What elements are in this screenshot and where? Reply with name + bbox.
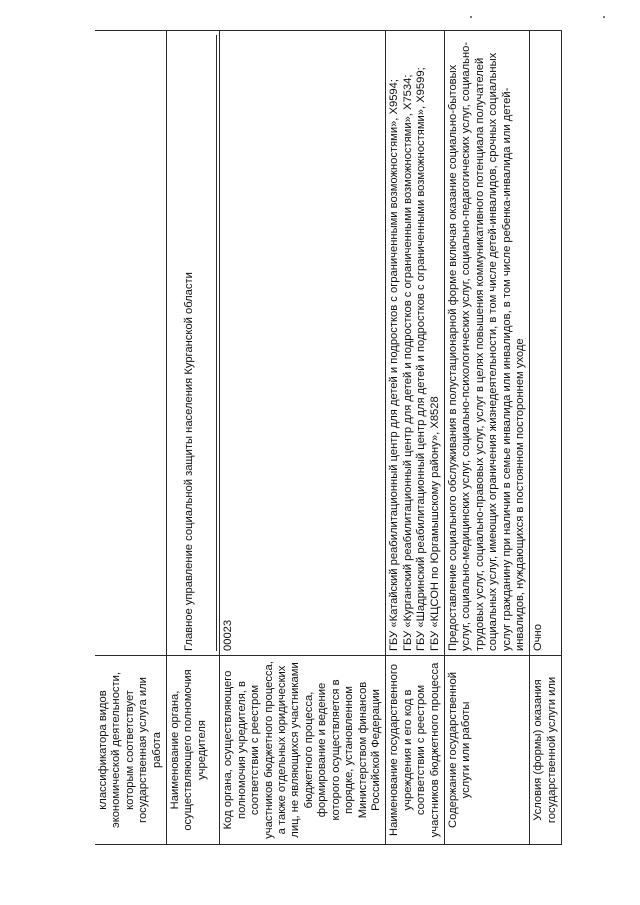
founder-name-value: Главное управление социальной защиты населения Курганской области — [183, 272, 196, 651]
institutions-label: Наименование государственного учреждения и его код в соответствии с реестром участников бюджетного процесса — [386, 656, 445, 845]
founder-name-cell — [167, 31, 220, 656]
scan-speck — [470, 16, 472, 18]
row-okved — [95, 31, 167, 845]
row-conditions — [530, 31, 562, 845]
conditions-label: Условия (формы) оказания государственной услуги или — [530, 656, 562, 845]
row-institutions — [386, 31, 445, 845]
okved-value — [95, 31, 167, 656]
institution-item: ГБУ «Катайский реабилитационный центр для детей и подростков с ограниченными возможностями», Х9594; — [388, 79, 401, 651]
content-value: Предоставление социального обслуживания в полустационарной форме включая оказание социально-бытовых услуг, социально-медицинских услуг, социально-психологических услуг, социально-педагогических услуг, социально-трудовых услуг, социально-правовых услуг, услуг в целях повышения коммуникативного потенциала получателей социальных услуг, имеющих ограничения жизнедеятельности, в том числе детей-инвалидов, срочных социальных услуг гражданину при наличии в семье инвалида или инвалидов, в том числе ребенка-инвалида или детей-инвалидов, нуждающихся в постоянном постороннем уходе — [444, 31, 529, 656]
conditions-value: Очно — [530, 31, 562, 656]
institution-item: ГБУ «Курганский реабилитационный центр для детей и подростков с ограниченными возможностями», Х7534; — [401, 74, 414, 651]
founder-code-value: 00023 — [220, 31, 386, 656]
founder-code-label: Код органа, осуществляющего полномочия учредителя, в соответствии с реестром участников бюджетного процесса, а также отдельных юридических лиц, не являющихся участниками бюджетного процесса, формирование и ведение которого осуществляется в порядке, установленном Министерством финансов Российской Федерации — [220, 656, 386, 845]
founder-name-label: Наименование органа, осуществляющего полномочия учредителя — [167, 656, 220, 845]
founder-name-underline — [202, 35, 217, 651]
row-content — [444, 31, 529, 845]
scan-speck — [603, 16, 605, 18]
okved-label: классификатора видов экономической деятельности, которым соответствует государственная услуга или работа — [95, 656, 167, 845]
row-founder-code — [220, 31, 386, 845]
row-founder-name — [167, 31, 220, 845]
assignment-table — [95, 30, 562, 845]
institution-item: ГБУ «Шадринский реабилитационный центр для детей и подростков с ограниченными возможностями», Х9599; — [415, 67, 428, 651]
institutions-list — [386, 31, 445, 656]
institution-item: ГБУ «КЦСОН по Юргамышскому району», Х8528 — [428, 396, 441, 651]
content-label: Содержание государственной услуги или работы — [444, 656, 529, 845]
